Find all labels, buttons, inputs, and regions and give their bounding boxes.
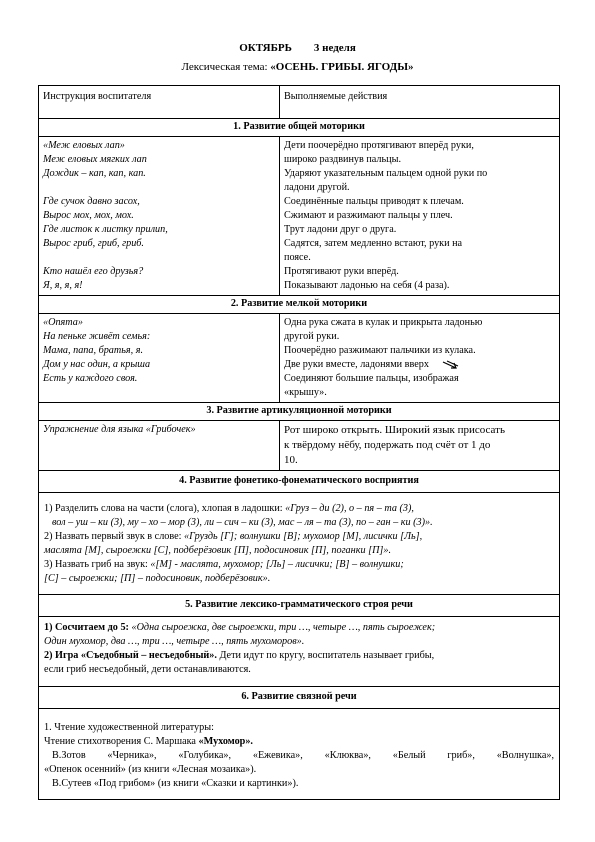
action-line: Соединяют большие пальцы, изображая (284, 373, 459, 384)
section-1-row (39, 137, 560, 296)
poem-line: «Меж еловых лап» (43, 140, 125, 151)
section-3-row (39, 421, 560, 471)
poem-line: Вырос мох, мох, мох. (43, 210, 134, 221)
action-line: Садятся, затем медленно встают, руки на (284, 238, 463, 249)
poem-line: Есть у каждого своя. (43, 373, 138, 384)
task-paragraph (44, 530, 554, 544)
action-line: Трут ладони друг о друга. (284, 224, 397, 235)
action-line: Одна рука сжата в кулак и прикрыта ладонью (284, 317, 483, 328)
section-1-actions (280, 137, 560, 296)
task-text: 2) Назвать первый звук в слове: (44, 531, 185, 542)
action-line: к твёрдому нёбу, подержать под счёт от 1 до (284, 439, 491, 451)
section-heading-row (39, 403, 560, 421)
action-line: Протягивают руки вперёд. (284, 266, 399, 277)
action-line: Рот широко открыть. Широкий язык присосать (284, 424, 505, 436)
task-words: «Груз – ди (2), о – пя – та (3), (285, 503, 414, 514)
action-line: «крышу». (284, 387, 327, 398)
task-text: 1) Сосчитаем до 5: (44, 622, 132, 633)
action-line: Сжимают и разжимают пальцы у плеч. (284, 210, 453, 221)
section-2-instructions (39, 314, 280, 403)
theme-label: Лексическая тема: (181, 61, 268, 73)
action-line: Показывают ладонью на себя (4 раза). (284, 280, 450, 291)
task-words: «Одна сыроежка, две сыроежки, три …, четыре …, пять сыроежек; (131, 622, 436, 633)
section-1-title: 1. Развитие общей моторики (39, 119, 560, 137)
col-instructions-header: Инструкция воспитателя (39, 86, 280, 119)
table-header-row (39, 86, 560, 119)
action-line: поясе. (284, 252, 311, 263)
poem-line: Меж еловых мягких лап (43, 154, 147, 165)
section-5-content (39, 617, 560, 687)
section-3-instructions: Упражнение для языка «Грибочек» (39, 421, 280, 471)
poem-line: Мама, папа, братья, я. (43, 345, 144, 356)
poem-line: Где сучок давно засох, (43, 196, 140, 207)
action-line: другой руки. (284, 331, 340, 342)
lesson-table (38, 85, 560, 800)
action-line: Поочерёдно разжимают пальчики из кулака. (284, 345, 476, 356)
arrow-down-right-icon (442, 360, 460, 370)
reading-heading: 1. Чтение художественной литературы: (44, 722, 214, 733)
poem-line: Дом у нас один, а крыша (43, 359, 151, 370)
action-text: Две руки вместе, ладонями вверх (284, 359, 429, 370)
section-2-title: 2. Развитие мелкой моторики (39, 296, 560, 314)
task-paragraph (44, 502, 554, 516)
lexical-theme (0, 61, 595, 73)
reading-item: В.Сутеев «Под грибом» (из книги «Сказки и картинки»). (52, 778, 299, 789)
section-5-row (39, 617, 560, 687)
game-title: 2) Игра «Съедобный – несъедобный». (44, 650, 217, 661)
task-text: 3) Назвать гриб на звук: (44, 559, 151, 570)
section-2-actions (280, 314, 560, 403)
reading-text: Чтение стихотворения С. Маршака (44, 736, 199, 747)
reading-item: В.Зотов «Черника», «Голубика», «Ежевика», «Клюква», «Белый гриб», «Волнушка», (52, 750, 554, 761)
section-heading-row (39, 687, 560, 709)
task-words: «[М] - маслята, мухомор; [Ль] – лисички; [В] – волнушки; (150, 559, 404, 570)
section-heading-row (39, 471, 560, 493)
theme-value: «ОСЕНЬ. ГРИБЫ. ЯГОДЫ» (270, 61, 414, 73)
task-words: маслята [М], сыроежки [С], подберёзовик [П], подосиновик [П], поганки [П]». (44, 545, 392, 556)
section-heading-row (39, 296, 560, 314)
task-words: «Груздь [Г]; волнушки [В]; мухомор [М], лисички [Ль], (184, 531, 423, 542)
section-5-title: 5. Развитие лексико-грамматического строя речи (39, 595, 560, 617)
task-text: 1) Разделить слова на части (слога), хлопая в ладошки: (44, 503, 286, 514)
poem-line: Вырос гриб, гриб, гриб. (43, 238, 144, 249)
poem-line: На пеньке живёт семья: (43, 331, 151, 342)
poem-line: Дождик – кап, кап, кап. (43, 168, 146, 179)
task-text: если гриб несъедобный, дети останавливаются. (44, 664, 251, 675)
section-2-row (39, 314, 560, 403)
reading-item: «Опенок осенний» (из книги «Лесная мозаика»). (44, 764, 257, 775)
task-paragraph (44, 558, 554, 572)
section-3-title: 3. Развитие артикуляционной моторики (39, 403, 560, 421)
task-paragraph (44, 649, 554, 663)
action-line: широко раздвинув пальцы. (284, 154, 401, 165)
section-4-content (39, 493, 560, 595)
poem-line: «Опята» (43, 317, 83, 328)
section-6-content (39, 709, 560, 800)
task-words: Один мухомор, два …, три …, четыре …, пять мухоморов». (44, 636, 305, 647)
section-6-title: 6. Развитие связной речи (39, 687, 560, 709)
section-1-instructions (39, 137, 280, 296)
poem-line: Где листок к листку прилип, (43, 224, 168, 235)
task-words: [С] – сыроежки; [П] – подосиновик, подберёзовик». (44, 573, 271, 584)
section-heading-row (39, 119, 560, 137)
col-actions-header: Выполняемые действия (280, 86, 560, 119)
task-words: вол – уш – ки (3), му – хо – мор (3), ли – сич – ки (3), мас – ля – та (3), по – ган – ки (3)». (52, 517, 433, 528)
section-4-title: 4. Развитие фонетико-фонематического восприятия (39, 471, 560, 493)
reading-item (44, 735, 554, 749)
action-line: Дети поочерёдно протягивают вперёд руки, (284, 140, 474, 151)
month-label: ОКТЯБРЬ (239, 42, 292, 54)
section-3-actions (280, 421, 560, 471)
poem-title: «Мухомор». (198, 736, 253, 747)
poem-line: Я, я, я, я! (43, 280, 83, 291)
action-line: ладони другой. (284, 182, 350, 193)
page-heading (0, 42, 595, 54)
action-line: Соединённые пальцы приводят к плечам. (284, 196, 464, 207)
section-4-row (39, 493, 560, 595)
poem-line: Кто нашёл его друзья? (43, 266, 144, 277)
action-line: Ударяют указательным пальцем одной руки по (284, 168, 488, 179)
task-paragraph (44, 621, 554, 635)
week-label: 3 неделя (313, 42, 356, 54)
section-6-row (39, 709, 560, 800)
action-line (284, 358, 555, 372)
task-text: Дети идут по кругу, воспитатель называет грибы, (216, 650, 435, 661)
section-heading-row (39, 595, 560, 617)
action-line: 10. (284, 454, 298, 466)
